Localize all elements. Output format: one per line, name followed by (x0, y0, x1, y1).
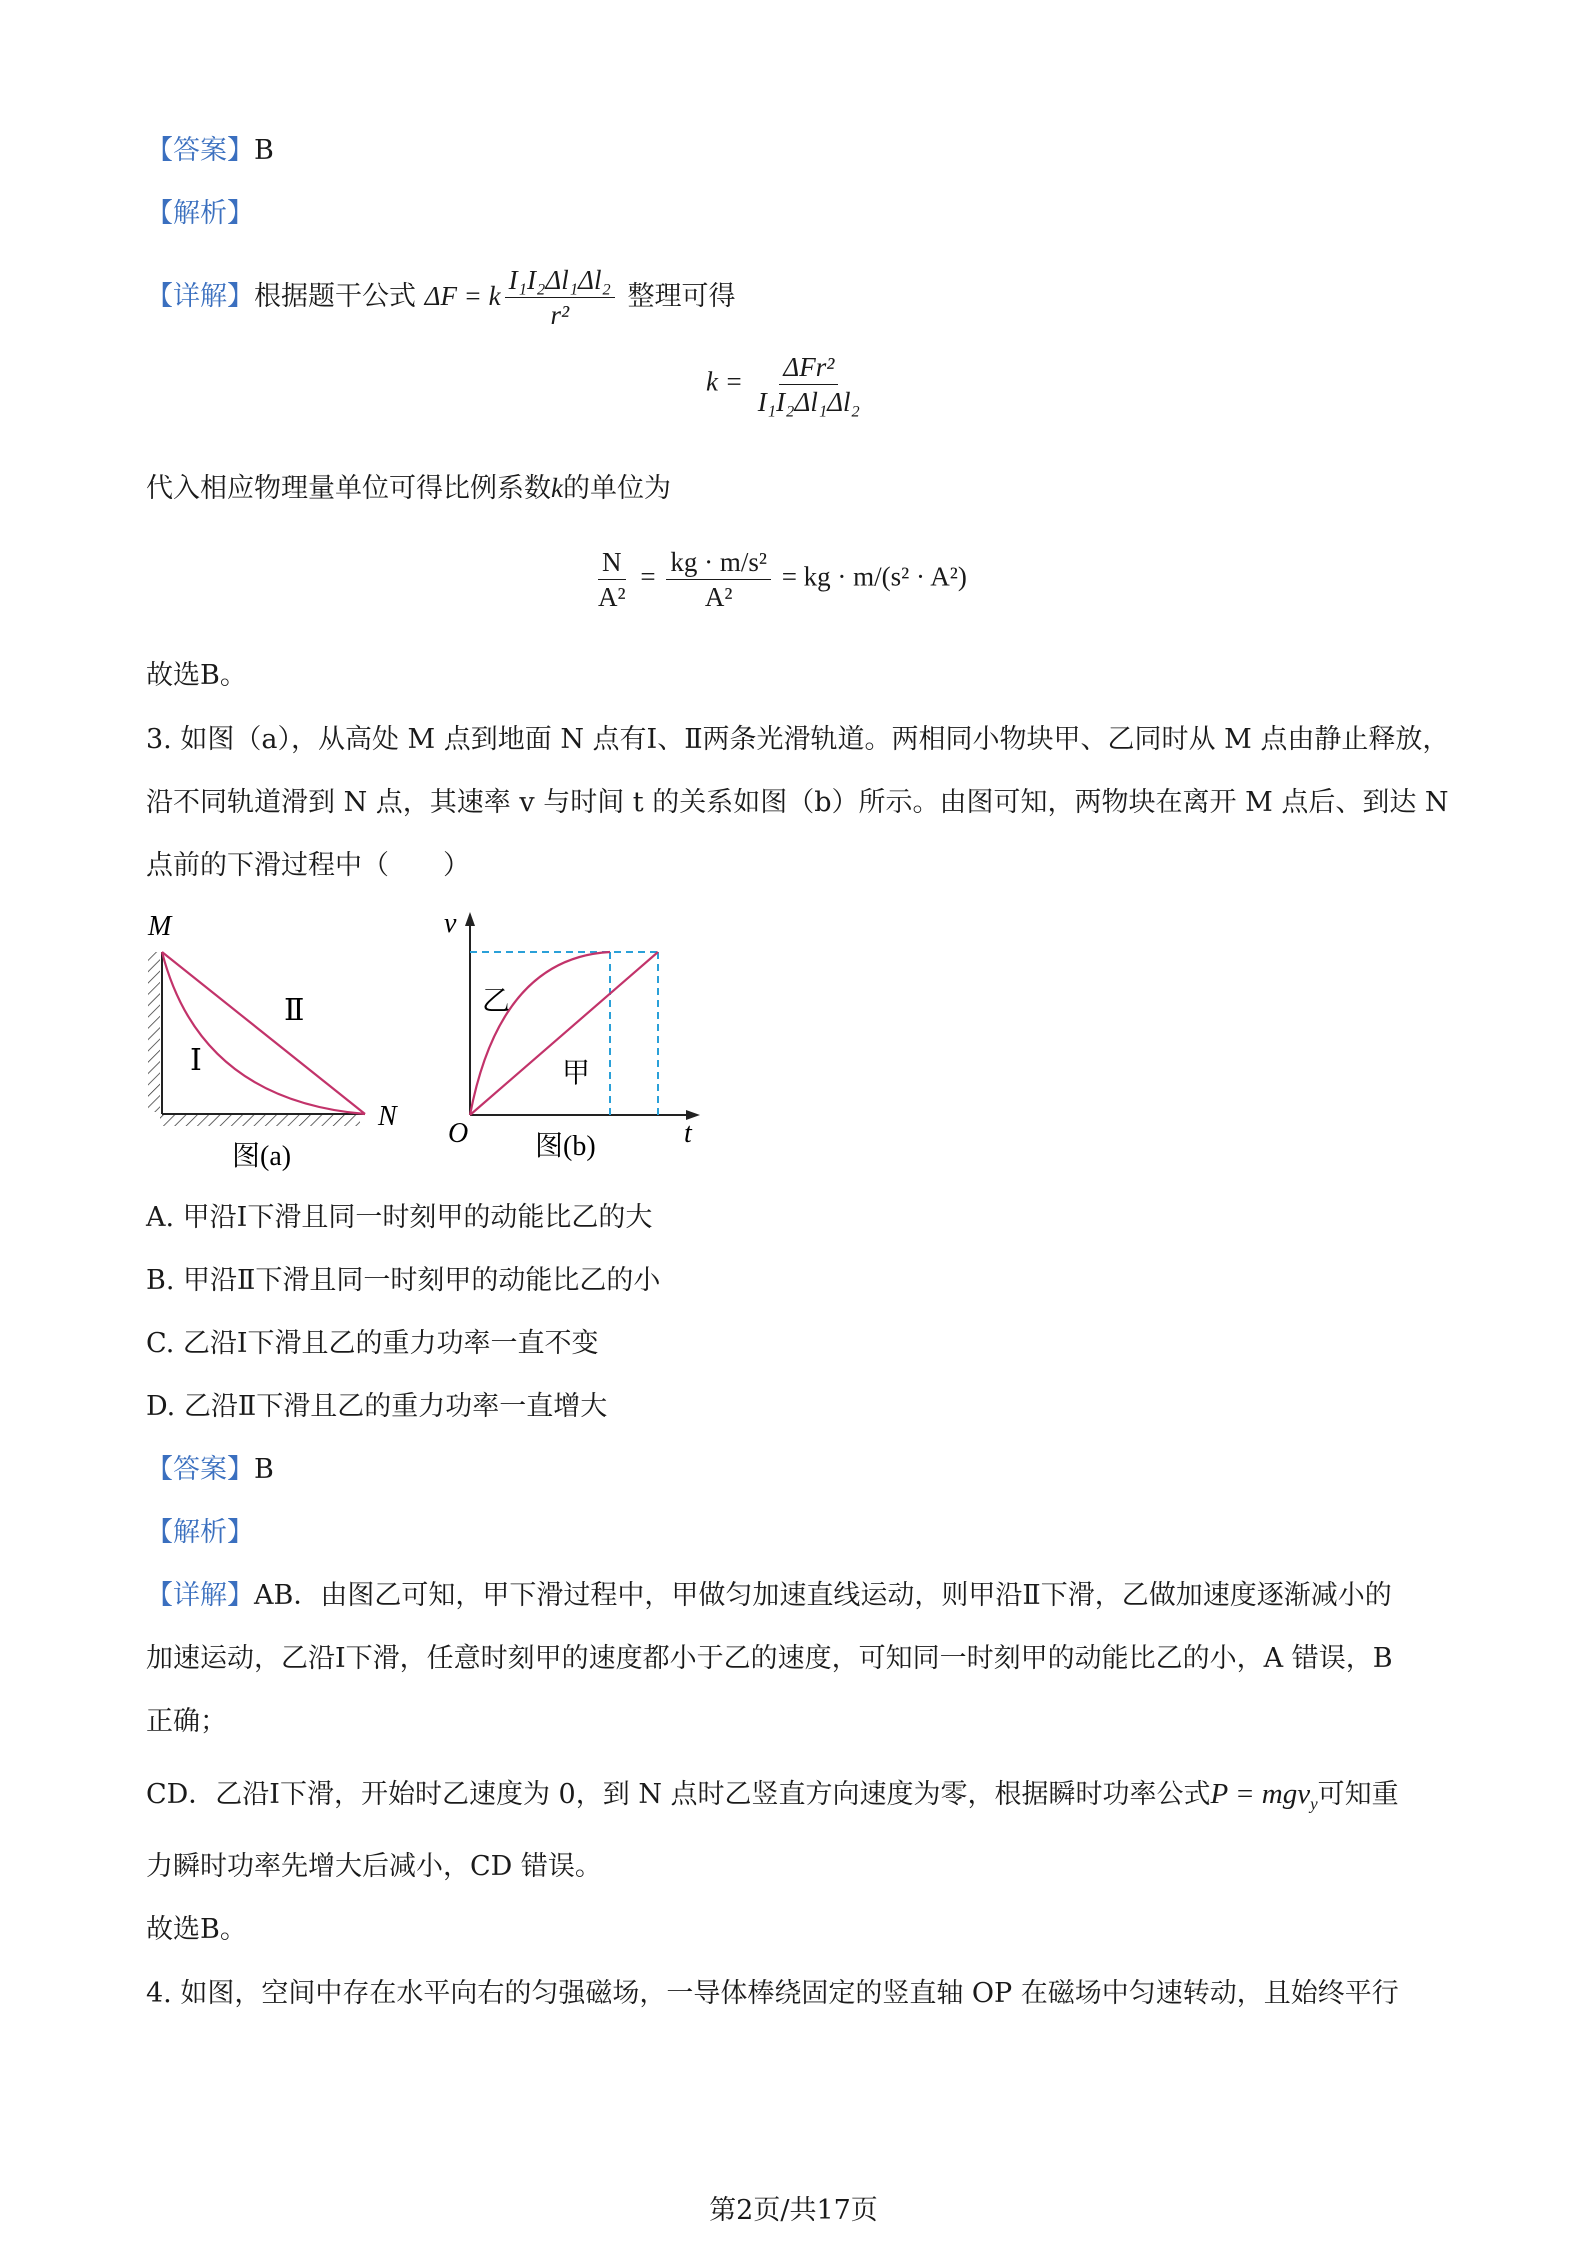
q4-stem-line-1: 4. 如图，空间中存在水平向右的匀强磁场，一导体棒绕固定的竖直轴 OP 在磁场中匀速转动，且始终平行 (146, 1978, 1399, 2009)
q2-k-den: I₁I₂Δl₁Δl₂ (757, 387, 860, 417)
q2-formula-lhs: ΔF = k (424, 281, 501, 311)
label-v: v (444, 908, 457, 939)
q3-power-sub: y (1310, 1794, 1318, 1814)
answer-label: 【答案】 (146, 135, 254, 166)
label-yi: 乙 (482, 986, 511, 1017)
q3-conclusion: 故选B。 (146, 1914, 247, 1945)
q2-conclusion: 故选B。 (146, 660, 247, 691)
q2-unit-result: = kg · m/(s² · A²) (781, 561, 967, 592)
label-I: Ⅰ (190, 1044, 202, 1077)
q2-unit-frac2-den: A² (704, 582, 733, 612)
q3-option-a: A. 甲沿Ⅰ下滑且同一时刻甲的动能比乙的大 (146, 1202, 653, 1233)
q2-detail-line (146, 262, 735, 332)
q2-detail-after: 整理可得 (627, 281, 736, 312)
q2-unit-equation (590, 545, 967, 614)
q2-unit-frac1-den: A² (598, 582, 626, 612)
q3-detail-line-3: 正确； (146, 1706, 227, 1737)
q3-detail-line-1 (146, 1578, 1392, 1614)
label-t: t (684, 1118, 692, 1149)
figure-b (440, 900, 710, 1180)
answer-label: 【答案】 (146, 1454, 254, 1485)
q2-unit-eq-sign: = (640, 561, 656, 592)
wall-hatch (148, 952, 160, 1112)
q2-formula-den: r² (550, 300, 570, 330)
q3-stem-line-2: 沿不同轨道滑到 N 点，其速率 v 与时间 t 的关系如图（b）所示。由图可知，两物块在离开 M 点后、到达 N (146, 787, 1449, 818)
q3-option-c: C. 乙沿Ⅰ下滑且乙的重力功率一直不变 (146, 1328, 599, 1359)
label-jia: 甲 (562, 1058, 591, 1089)
q3-detail-line-5: 力瞬时功率先增大后减小，CD 错误。 (146, 1851, 602, 1882)
q3-option-d: D. 乙沿Ⅱ下滑且乙的重力功率一直增大 (146, 1391, 608, 1422)
curve-jia (470, 952, 658, 1115)
q2-analysis-label: 【解析】 (146, 198, 254, 229)
axis-v-arrow (465, 912, 475, 926)
q3-detail-line-2: 加速运动，乙沿Ⅰ下滑，任意时刻甲的速度都小于乙的速度，可知同一时刻甲的动能比乙的小，A 错误，B (146, 1643, 1393, 1674)
q3-detail-4-after: 可知重 (1317, 1779, 1399, 1810)
curve-yi (470, 952, 610, 1115)
caption-b: 图(b) (535, 1131, 596, 1162)
q2-k-equation (706, 350, 868, 419)
q3-answer: B (254, 1454, 274, 1485)
q2-unit-intro-end: 的单位为 (562, 473, 671, 504)
detail-label: 【详解】 (146, 1580, 254, 1611)
q2-answer: B (254, 135, 274, 166)
q3-power-formula: P = mgv (1210, 1778, 1311, 1810)
q3-detail-1: AB．由图乙可知，甲下滑过程中，甲做匀加速直线运动，则甲沿Ⅱ下滑，乙做加速度逐渐减小的 (254, 1580, 1392, 1611)
ground-hatch (160, 1114, 360, 1126)
label-O: O (448, 1118, 469, 1149)
q2-detail-before: 根据题干公式 (254, 281, 416, 312)
q3-detail-line-4 (146, 1776, 1399, 1822)
q2-unit-intro (146, 470, 671, 507)
q2-unit-frac1-num: N (598, 545, 626, 580)
q3-answer-line (146, 1452, 274, 1488)
q2-unit-frac2 (666, 545, 771, 614)
page-footer: 第2页/共17页 (709, 2195, 878, 2226)
label-M: M (148, 911, 172, 942)
q3-option-b: B. 甲沿Ⅱ下滑且同一时刻甲的动能比乙的小 (146, 1265, 661, 1296)
q2-k-frac (754, 350, 864, 419)
q2-unit-frac2-num: kg · m/s² (666, 545, 771, 580)
q2-k-num: ΔFr² (779, 350, 838, 385)
caption-a: 图(a) (232, 1141, 292, 1172)
q3-detail-4-before: CD．乙沿Ⅰ下滑，开始时乙速度为 0，到 N 点时乙竖直方向速度为零，根据瞬时功率公式 (146, 1779, 1211, 1810)
q2-k-lhs: k = (706, 366, 743, 397)
label-N: N (378, 1101, 397, 1132)
q2-formula-frac (505, 263, 615, 332)
q2-answer-line (146, 133, 274, 169)
q2-unit-frac1 (594, 545, 630, 614)
q3-stem-line-1: 3. 如图（a），从高处 M 点到地面 N 点有Ⅰ、Ⅱ两条光滑轨道。两相同小物块甲、乙同时从 M 点由静止释放， (146, 724, 1450, 755)
q3-stem-line-3: 点前的下滑过程中（ ） (146, 850, 470, 881)
label-II: Ⅱ (284, 994, 305, 1027)
figure-a (140, 900, 420, 1180)
track-II (162, 952, 365, 1114)
q2-unit-intro-text: 代入相应物理量单位可得比例系数 (146, 473, 551, 504)
q2-unit-var: k (551, 473, 563, 503)
q3-analysis-label: 【解析】 (146, 1517, 254, 1548)
q2-formula-num: I₁I₂Δl₁Δl₂ (505, 263, 615, 298)
detail-label: 【详解】 (146, 281, 254, 312)
